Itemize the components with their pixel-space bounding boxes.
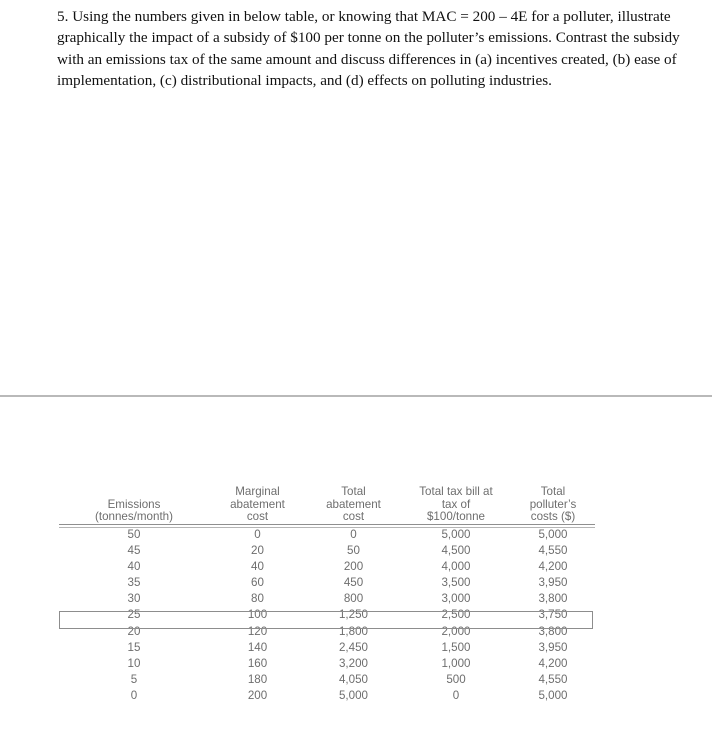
column-header-total_costs	[511, 468, 595, 527]
cell-total_costs: 4,550	[538, 544, 568, 558]
cell-emissions: 5	[130, 672, 138, 686]
column-header-line: $100/tonne	[426, 510, 486, 524]
question-text: 5. Using the numbers given in below table, or knowing that MAC = 200 – 4E for a polluter, illustrate graphically the impact of a subsidy of $100 per tonne on the polluter’s emissions. Contrast the subsidy with an emissions tax of the same amount and discuss differences in (a) incentives created, (b) ease of implementation, (c) distributional impacts, and (d) effects on polluting industries.	[57, 8, 684, 89]
cell-tac: 2,450	[338, 640, 368, 654]
column-header-line: cost	[246, 510, 269, 524]
table-row	[59, 575, 595, 591]
cell-emissions: 15	[127, 640, 141, 654]
cell-tax_bill: 1,000	[441, 656, 471, 670]
cell-emissions: 40	[127, 560, 141, 574]
column-header-line: Marginal	[235, 485, 280, 499]
column-header-line: abatement	[326, 497, 381, 511]
cell-mac: 180	[247, 672, 268, 686]
column-header-line: Emissions	[107, 497, 161, 511]
cell-tac: 1,250	[338, 608, 368, 622]
cell-total_costs: 4,200	[538, 560, 568, 574]
column-header-line: tax of	[441, 497, 471, 511]
table-row	[59, 559, 595, 575]
page-divider	[0, 395, 712, 397]
table-row	[59, 607, 595, 623]
cell-tac: 0	[350, 528, 357, 541]
cell-total_costs: 3,800	[538, 592, 568, 606]
cell-tax_bill: 0	[452, 688, 460, 702]
column-header-line: cost	[342, 510, 365, 524]
cell-emissions: 50	[127, 528, 141, 541]
table-row	[59, 688, 595, 704]
cell-total_costs: 3,950	[538, 576, 568, 590]
cell-total_costs: 5,000	[538, 528, 568, 541]
cell-tax_bill: 500	[446, 672, 466, 686]
cell-tac: 1,800	[338, 624, 368, 638]
cell-total_costs: 5,000	[538, 688, 568, 702]
cell-tax_bill: 4,000	[441, 560, 471, 574]
column-header-tac	[306, 468, 401, 527]
cell-tax_bill: 3,500	[441, 576, 471, 590]
cell-mac: 120	[247, 624, 268, 638]
cell-mac: 60	[251, 576, 264, 590]
column-header-tax_bill	[401, 468, 511, 527]
cell-mac: 140	[247, 640, 268, 654]
cell-emissions: 20	[127, 624, 141, 638]
table-row	[59, 527, 595, 543]
cell-total_costs: 4,200	[538, 656, 568, 670]
cell-tac: 4,050	[338, 672, 368, 686]
cell-tac: 200	[343, 560, 364, 574]
table-row	[59, 656, 595, 672]
table-row	[59, 543, 595, 559]
cell-mac: 0	[254, 528, 261, 541]
cell-tac: 50	[347, 544, 360, 558]
table-header	[59, 468, 595, 527]
column-header-line: Total	[341, 485, 366, 499]
cell-emissions: 30	[127, 592, 141, 606]
cell-mac: 40	[251, 560, 264, 574]
emissions-cost-table	[59, 468, 595, 704]
cell-mac: 20	[251, 544, 264, 558]
column-header-emissions	[59, 468, 209, 527]
cell-mac: 80	[251, 592, 264, 606]
cell-tax_bill: 5,000	[441, 528, 471, 541]
table-row	[59, 591, 595, 607]
emissions-cost-table-container	[59, 468, 595, 704]
column-header-line: Total	[540, 485, 566, 499]
column-header-line: polluter’s	[529, 497, 577, 511]
cell-mac: 160	[247, 656, 268, 670]
cell-tac: 3,200	[338, 656, 368, 670]
cell-tax_bill: 2,000	[441, 624, 471, 638]
table-row	[59, 624, 595, 640]
cell-tac: 5,000	[338, 688, 368, 702]
table-body	[59, 527, 595, 704]
table-header-rule-top	[59, 524, 595, 525]
cell-tax_bill: 4,500	[441, 544, 471, 558]
column-header-line: (tonnes/month)	[95, 510, 173, 524]
cell-tax_bill: 2,500	[441, 608, 471, 622]
cell-tac: 450	[343, 576, 364, 590]
cell-total_costs: 3,950	[538, 640, 568, 654]
cell-total_costs: 4,550	[538, 672, 568, 686]
cell-emissions: 45	[127, 544, 141, 558]
table-header-row	[59, 468, 595, 527]
cell-tax_bill: 1,500	[441, 640, 471, 654]
table-row	[59, 640, 595, 656]
cell-tax_bill: 3,000	[441, 592, 471, 606]
cell-emissions: 0	[130, 688, 138, 702]
cell-mac: 100	[247, 608, 268, 622]
column-header-line: abatement	[230, 497, 285, 511]
cell-emissions: 25	[127, 608, 141, 622]
cell-total_costs: 3,750	[538, 608, 568, 622]
table-row	[59, 672, 595, 688]
column-header-line: costs ($)	[530, 510, 576, 524]
cell-tac: 800	[343, 592, 364, 606]
question-block	[57, 6, 693, 91]
cell-emissions: 10	[127, 656, 141, 670]
column-header-line: Total tax bill at	[419, 485, 493, 499]
column-header-mac	[209, 468, 306, 527]
table-header-rule-bottom	[59, 527, 595, 528]
cell-emissions: 35	[127, 576, 141, 590]
cell-total_costs: 3,800	[538, 624, 568, 638]
cell-mac: 200	[247, 688, 268, 702]
